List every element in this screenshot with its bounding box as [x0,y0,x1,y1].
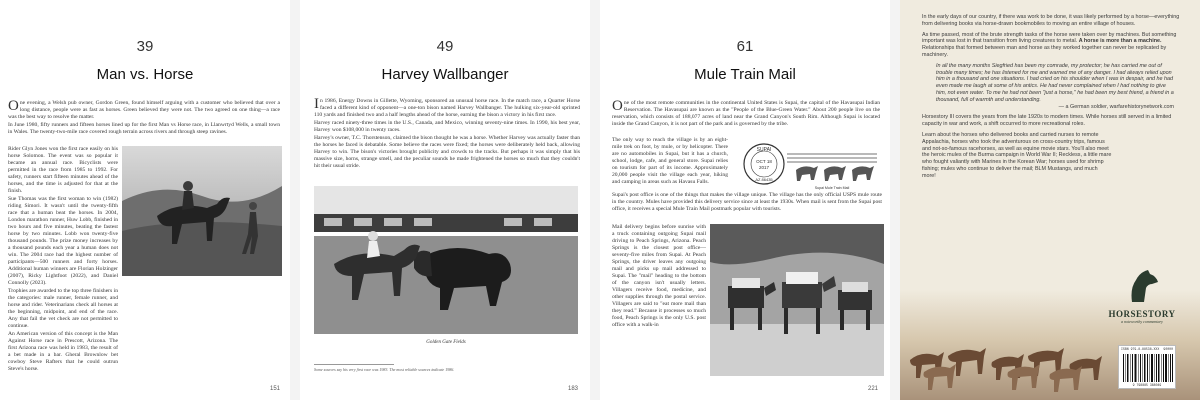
body-paragraph: An American version of this concept is the Man Against Horse race in Prescott, Arizona. The first Arizona race was held in 1983, the result of a bet made in a bar. Gheral Brownlow bet cowboy Steve Rafters that he could outrun Steve's horse. [8,331,118,372]
blurb-paragraph: Learn about the horses who delivered books and carried nurses to remote Appalachia, horses who took the adventurous on cross-country trips, famous and not-so-famous racehorses, as well as equine movie stars. You'll also meet the heroic mules of the Burma campaign in World War II; Reckless, a little mare who fought valiantly with Marines in the Korean War; horses used for shrimp fishing; mules who continue to deliver the mail; BLM Mustangs, and much more! [922,131,1112,179]
body-paragraph: In June 1980, fifty runners and fifteen horses lined up for the first Man vs Horse race, in Llanwrtyd Wells, a small town in Wales. The twenty-two-mile race covered rough terrain across rivers and through steep ravines. [8,122,280,135]
blurb-paragraph: Horsestory III covers the years from the late 1920s to modern times. While horses still served in a limited capacity in war and work, a shift occurred to more recreational roles. [922,114,1172,128]
photo-caption: Golden Gate Fields [426,340,466,345]
page-mule-train-mail [600,0,890,400]
body-paragraph: Harvey's owner, T.C. Thorstenson, claimed the bison thought he was a horse. Whether Harvey was actually faster than the horses he faced is debatable. Some believe the races were fixed; the horses were deliberately held back, allowing Harvey to win. The bison's victories brought publicity and crowds to the tracks. But perhaps it was simply that his massive size, horns, strange smell, and the peculiar sounds he made frightened the horses so much that they couldn't hit their usual stride. [314,135,580,169]
drop-cap: O [612,100,623,114]
logo-name: HORSESTORY [1108,309,1176,319]
footnote: Some sources say his very first race was 1983. The most reliable sources indicate 1986. [314,367,455,372]
page-folio: 151 [269,386,280,392]
postmark-legend: Supai Mule Train Mail [814,186,850,190]
soldier-quote: In all the many months Siegfried has been my comrade, my protector; he has carried me out of trouble many times; he has listened for me and warned me of any danger. I had always relied upon him in a thousand and one situations. I had cried on his shoulder when I was in despair, and he had even made me laugh at some of his antics. He had never complained when I had nothing to give him, not even water. To me he had not been "just a horse," he had been my best friend, a friend in a thousand, full of warmth and understanding. — a German soldier, warfarehistorynetwork.com [936,62,1174,110]
back-cover-text [922,14,1180,184]
page-folio: 183 [567,386,578,392]
body-paragraph: The only way to reach the village is by an eight-mile trek on foot, by mule, or by helicopter. There are no automobiles in Supai, but it has a church, school, lodge, cafe, and general store. Supai relies on tourism for part of its income. Approximately 20,000 people visit the village each year, hiking and camping in areas such as Havasu Falls. [612,137,728,185]
body-paragraph: One evening, a Welsh pub owner, Gordon Green, found himself arguing with a customer who believed that over a long distance, people were as fast as horses. Green believed they were not. The two agreed on one thing—a race was the best way to resolve the matter. [8,98,280,120]
postmark-date: OCT 18 [756,159,772,164]
isbn-barcode [1118,345,1176,389]
body-paragraph: Trophies are awarded to the top three finishers in the categories: male runner, female runner, and horse and rider. Veterinarians check all horses at the beginning, midpoint, and end of the race. Any that fail the vet check are not permitted to continue. [8,288,118,329]
drop-cap: I [314,98,319,112]
chapter-body-mid [612,192,882,222]
postmark-ring-text: SUPAI [756,147,772,153]
page-harvey-wallbanger [300,0,590,400]
body-paragraph: Harvey raced ninety-three times in the U.S., Canada, and Mexico, winning seventy-nine times. In 1990, his best year, Harvey won $108,000 in twenty races. [314,120,580,133]
chapter-body-column [612,224,706,386]
blurb-paragraph: As time passed, most of the brute strength tasks of the horse were taken over by machines. But something important was lost in that transition from living creatures to metal. A horse is more than a machine. Relationships that formed between man and horse as they worked together can never be replicated by machinery. [922,31,1177,58]
body-paragraph: In 1986, Energy Downs in Gillette, Wyoming, sponsored an unusual horse race. In the match race, a Quarter Horse faced a different kind of opponent—a one-ton bison named Harvey Wallbanger. The hulking six-year-old sprinted 110 yards and finished two and a half lengths ahead of the horse, earning the bison a victory in his first race. [314,98,580,118]
chapter-body-left [612,137,728,189]
page-folio: 221 [867,386,878,392]
blurb-paragraph: In the early days of our country, if there was work to be done, it was likely performed by a horse—everything from delivering books via horse-drawn bookmobiles to moving an entire village of houses. [922,14,1180,27]
horsestory-logo [1106,268,1178,324]
race-photo [122,146,282,276]
body-paragraph: Sue Thomas was the first woman to win (1982) riding Simori. It wasn't until the twenty-fifth race that a human beat the horses. In 2004, London marathon runner, Huw Lobb, finished in two hours and five minutes, beating the fastest horse by two minutes. Lobb won twenty-five thousand pounds. The prize money increases by a thousand pounds each year a human does not win. The 2004 race had the highest number of participants—500 runners and forty horses. Additional human winners are Florian Holzinger (2007), Ricky Lightfoot (2022), and Daniel Connolly (2023). [8,196,118,286]
horse-head-icon [1122,268,1162,304]
chapter-body-column [8,146,118,380]
barcode-isbn: ISBN 979-8-88538-XXX [1121,347,1160,351]
page-man-vs-horse [0,0,290,400]
chapter-title: Mule Train Mail [694,66,796,83]
barcode-price: 90000 [1163,347,1173,351]
body-paragraph: Rider Glyn Jones won the first race easily on his horse Solomon. The event was so popular it became an annual race. Bicyclists were permitted in the race from 1985 to 1992. For safety, runners start fifteen minutes ahead of the horses, and the time is adjusted for that at the finish. [8,146,118,194]
bison-race-photo [314,186,578,334]
postmark-year: 2017 [758,165,770,170]
postmark-zip: AZ 86435 [755,177,773,182]
chapter-body-top [612,100,880,136]
chapter-number: 61 [736,38,754,55]
body-paragraph: One of the most remote communities in the continental United States is Supai, the capital of the Havasupai Indian Reservation. The Havasupai are known as the "People of the Blue-Green Water." About 200 people live on the reservation, which consists of 188,077 acres of land near the Grand Canyon's South Rim. Although Supai is located inside the Grand Canyon, it is not part of the park and is governed by the tribe. [612,100,880,127]
chapter-number: 49 [436,38,454,55]
chapter-title: Man vs. Horse [96,66,194,83]
logo-tagline: a noteworthy commentary [1121,319,1163,324]
quote-attribution: — a German soldier, warfarehistorynetwork.com [1058,103,1174,110]
drop-cap: O [8,98,19,114]
back-cover [900,0,1200,400]
postmark-image [732,140,882,192]
footnote-rule [314,364,394,365]
chapter-body [314,98,580,186]
body-paragraph: Supai's post office is one of the things that makes the village unique. The village has the only official USPS mule route in the country. Mules have provided this delivery service since at least the 1930s. When mail is sent from the Supai post office, it receives a special Mule Train Mail postmark popular with tourists. [612,192,882,212]
mule-train-photo [710,224,884,376]
body-paragraph: Mail delivery begins before sunrise with a truck containing outgoing Supai mail driving to Peach Springs, Arizona. Peach Springs is the closest post office—seventy-five miles from Supai. At Peach Springs, the driver leaves any outgoing mail and picks up mail addressed to Supai. The "mail" heading to the bottom of the canyon isn't usually letters. Villagers receive food, medicine, and other supplies through the postal service. Villagers are said to "eat more mail than they read." Because it processes so much food, Peach Springs is the only U.S. post office with a walk-in [612,224,706,328]
barcode-number: 9 798885 388049 [1132,383,1162,387]
chapter-title: Harvey Wallbanger [381,66,509,83]
chapter-number: 39 [136,38,154,55]
chapter-body-top [8,98,280,135]
